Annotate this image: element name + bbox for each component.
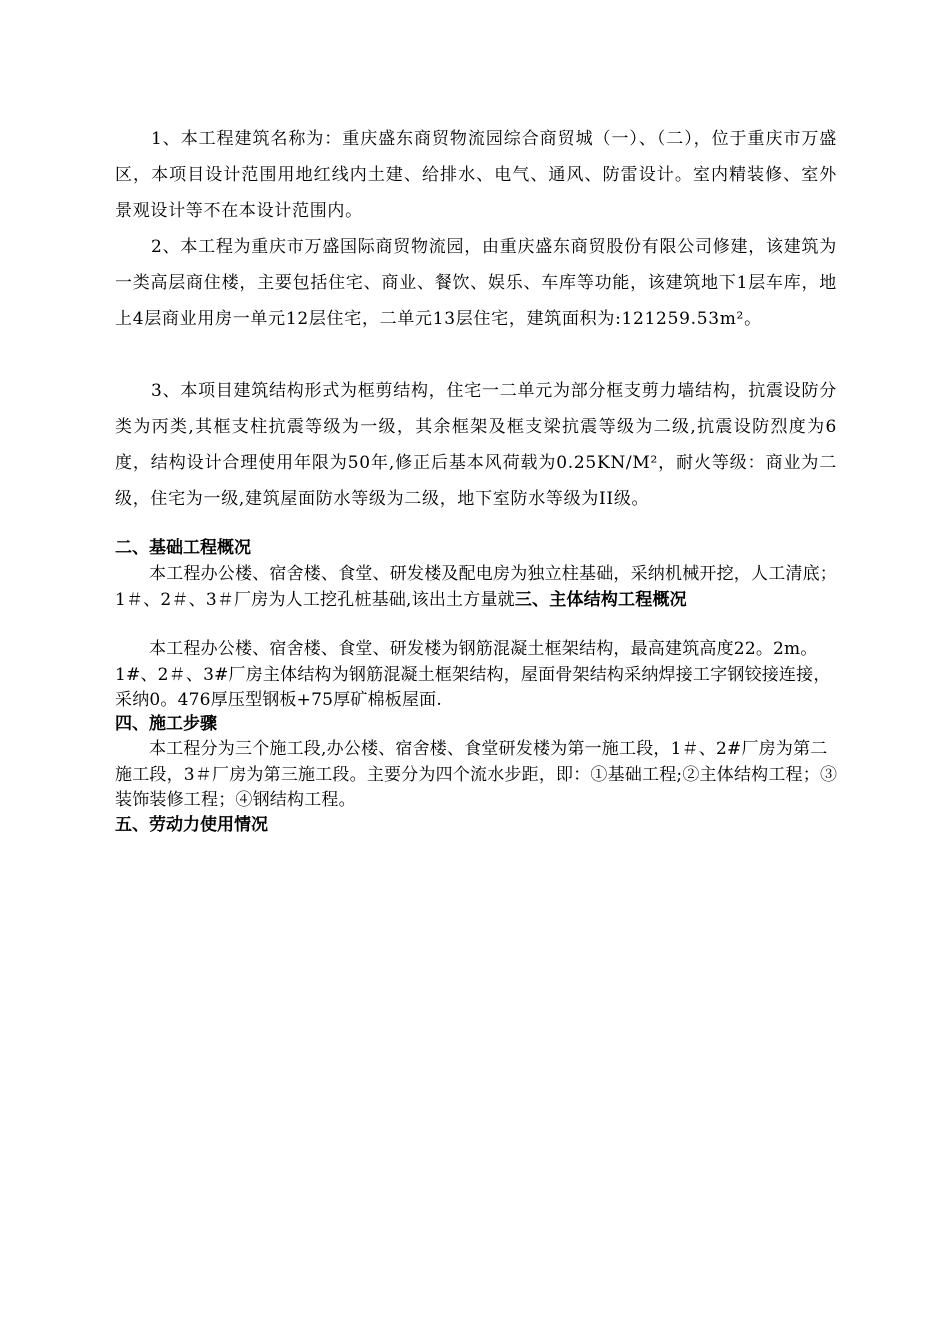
main-structure-text: 本工程办公楼、宿舍楼、食堂、研发楼为钢筋混凝土框架结构，最高建筑高度22。2m。1#、2＃、3#厂房主体结构为钢筋混凝土框架结构，屋面骨架结构采纳焊接工字钢铰接连接，采纳0。476厚压型钢板+75厚矿棉板屋面.	[115, 639, 831, 710]
section-heading-foundation: 二、基础工程概况	[115, 538, 251, 558]
overview-paragraph-3: 3、本项目建筑结构形式为框剪结构，住宅一二单元为部分框支剪力墙结构，抗震设防分类为丙类,其框支柱抗震等级为一级，其余框架及框支梁抗震等级为二级,抗震设防烈度为6度，结构设计合理使用年限为50年,修正后基本风荷载为0.25KN/M²，耐火等级：商业为二级，住宅为一级,建筑屋面防水等级为二级，地下室防水等级为II级。	[115, 381, 837, 509]
section-construction-steps-body	[115, 737, 842, 814]
section-heading-labor: 五、劳动力使用情况	[115, 815, 268, 835]
section-heading-main-structure: 三、主体结构工程概况	[514, 589, 687, 610]
section-main-structure-body	[115, 637, 842, 714]
foundation-text: 本工程办公楼、宿舍楼、食堂、研发楼及配电房为独立柱基础，采纳机械开挖，人工清底；1＃、2＃、3＃厂房为人工挖孔桩基础,该出土方量就	[115, 564, 837, 610]
construction-steps-text: 本工程分为三个施工段,办公楼、宿舍楼、食堂研发楼为第一施工段，1＃、2#厂房为第二施工段，3＃厂房为第三施工段。主要分为四个流水步距，即：①基础工程;②主体结构工程；③装饰装修工程；④钢结构工程。	[115, 739, 838, 810]
section-foundation-body	[115, 562, 842, 613]
section-heading-construction-steps: 四、施工步骤	[115, 714, 217, 734]
overview-paragraph-1: 1、本工程建筑名称为：重庆盛东商贸物流园综合商贸城（一）、（二），位于重庆市万盛区，本项目设计范围用地红线内土建、给排水、电气、通风、防雷设计。室内精装修、室外景观设计等不在本设计范围内。	[115, 129, 837, 221]
overview-paragraph-2: 2、本工程为重庆市万盛国际商贸物流园，由重庆盛东商贸股份有限公司修建，该建筑为一类高层商住楼，主要包括住宅、商业、餐饮、娱乐、车库等功能，该建筑地下1层车库，地上4层商业用房一单元12层住宅，二单元13层住宅，建筑面积为:121259.53m²。	[115, 237, 837, 329]
